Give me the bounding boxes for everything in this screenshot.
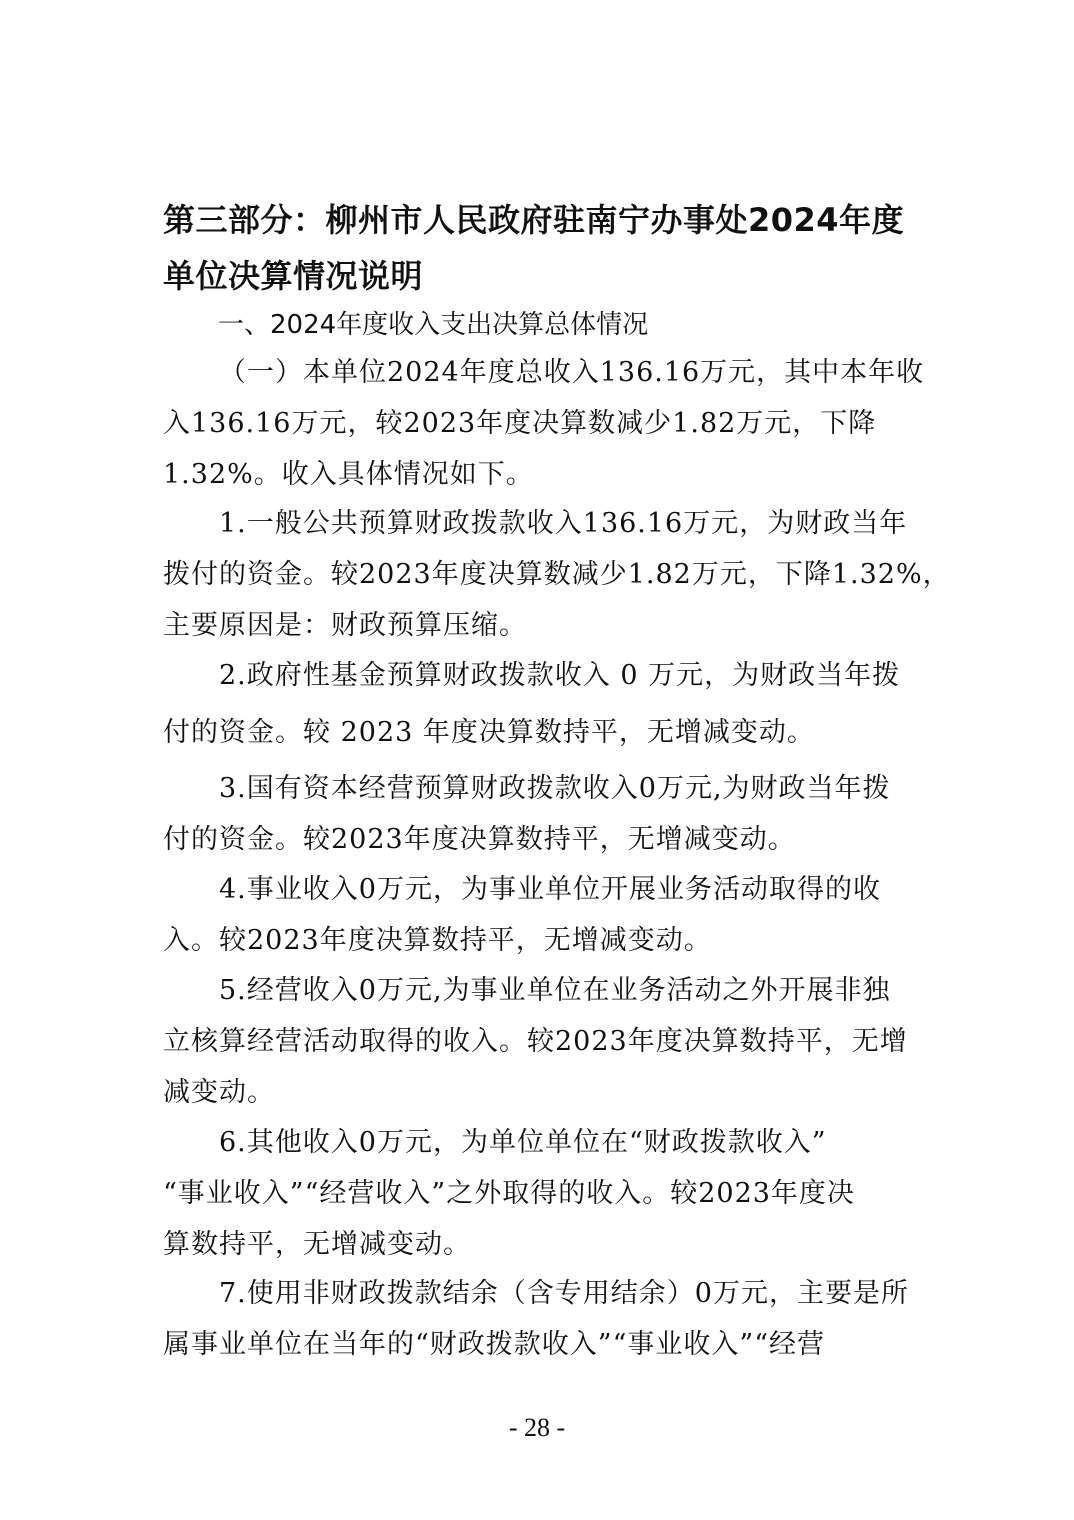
paragraph-line: 立核算经营活动取得的收入。较2023年度决算数持平，无增 (163, 1026, 908, 1057)
paragraph-line: 6.其他收入0万元，为单位单位在“财政拨款收入” (219, 1127, 827, 1158)
paragraph-line: 2.政府性基金预算财政拨款收入 0 万元，为财政当年拨 (219, 660, 901, 691)
paragraph-line: 算数持平，无增减变动。 (163, 1229, 471, 1260)
paragraph-line: 属事业单位在当年的“财政拨款收入”“事业收入”“经营 (163, 1329, 826, 1360)
paragraph-line: 入136.16万元，较2023年度决算数减少1.82万元，下降 (163, 408, 877, 439)
paragraph-line: 拨付的资金。较2023年度决算数减少1.82万元，下降1.32%， (163, 559, 951, 590)
paragraph-other-income (163, 1117, 915, 1270)
paragraph-line: 入。较2023年度决算数持平，无增减变动。 (163, 925, 712, 956)
paragraph-line: （一）本单位2024年度总收入136.16万元，其中本年收 (219, 357, 925, 388)
paragraph-line: 1.一般公共预算财政拨款收入136.16万元，为财政当年 (219, 508, 908, 539)
paragraph-government-fund-income (163, 650, 915, 758)
section-heading: 一、2024年度收入支出决算总体情况 (218, 310, 649, 340)
paragraph-general-budget-income (163, 498, 951, 651)
paragraph-line: 7.使用非财政拨款结余（含专用结余）0万元，主要是所 (219, 1278, 909, 1309)
paragraph-operating-income (163, 965, 915, 1118)
paragraph-line: 付的资金。较2023年度决算数持平，无增减变动。 (163, 824, 796, 855)
paragraph-line: 1.32%。收入具体情况如下。 (163, 459, 534, 490)
title-line-1: 第三部分：柳州市人民政府驻南宁办事处2024年度 (163, 201, 905, 239)
paragraph-state-capital-income (163, 763, 915, 865)
paragraph-line: 付的资金。较 2023 年度决算数持平，无增减变动。 (163, 717, 815, 748)
paragraph-line: “事业收入”“经营收入”之外取得的收入。较2023年度决 (163, 1178, 855, 1209)
paragraph-total-income (163, 347, 925, 500)
page-number: - 28 - (508, 1413, 566, 1442)
page-title (163, 192, 923, 304)
paragraph-line: 主要原因是：财政预算压缩。 (163, 610, 527, 641)
paragraph-line: 减变动。 (163, 1077, 275, 1108)
paragraph-line: 3.国有资本经营预算财政拨款收入0万元,为财政当年拨 (219, 773, 891, 804)
paragraph-non-fiscal-balance (163, 1268, 915, 1370)
paragraph-line: 5.经营收入0万元,为事业单位在业务活动之外开展非独 (219, 975, 891, 1006)
paragraph-line: 4.事业收入0万元，为事业单位开展业务活动取得的收 (219, 874, 881, 905)
title-line-2: 单位决算情况说明 (163, 257, 424, 295)
paragraph-business-income (163, 864, 915, 966)
